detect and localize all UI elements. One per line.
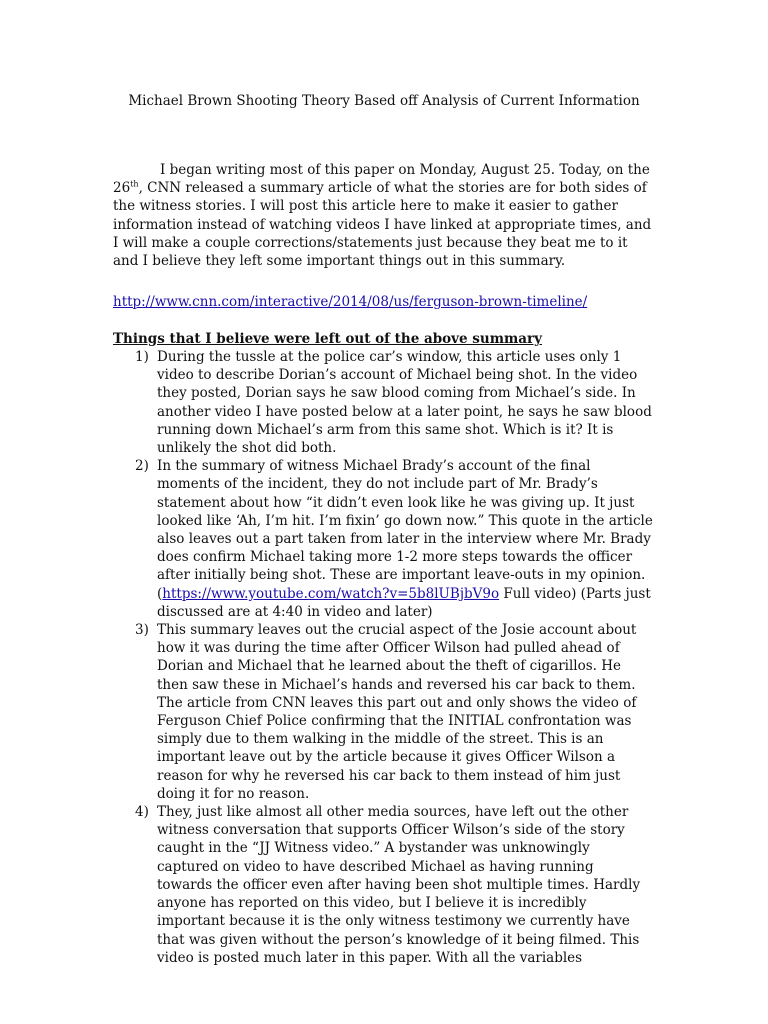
- intro-text-end: , CNN released a summary article of what the stories are for both sides of the witness stories. I will post this article here to make it easier to gather information instead of watching videos I have linked at appropriate times, and I will make a couple corrections/statements just because they beat me to it and I believe they left some important things out in this summary.: [113, 180, 652, 270]
- video-note: Full video) (Parts just discussed are at 4:40 in video and later): [157, 585, 651, 620]
- page-title: Michael Brown Shooting Theory Based off Analysis of Current Information: [128, 93, 640, 109]
- left-out-items-list: [113, 348, 653, 967]
- intro-paragraph: [113, 161, 653, 270]
- list-item: [113, 621, 653, 803]
- youtube-video-link[interactable]: https://www.youtube.com/watch?v=5b8lUBjbV9o: [162, 585, 500, 602]
- list-item-text: They, just like almost all other media sources, have left out the other witness conversation that supports Officer Wilson’s side of the story caught in the “JJ Witness video.” A bystander was unknowingly captured on video to have described Michael as having running towards the officer even after having been shot multiple times. Hardly anyone has reported on this video, but I believe it is incredibly important because it is the only witness testimony we currently have that was given without the person’s knowledge of it being filmed. This video is posted much later in this paper. With all the variables: [157, 804, 641, 966]
- intro-text-start: I began writing most of this paper on Monday, August 25. Today, on the 26: [113, 162, 650, 197]
- cnn-timeline-link[interactable]: http://www.cnn.com/interactive/2014/08/us/ferguson-brown-timeline/: [113, 294, 588, 310]
- list-item: [113, 803, 653, 967]
- list-item-number: 3): [135, 622, 149, 639]
- list-item: [113, 348, 653, 457]
- list-item-text: This summary leaves out the crucial aspect of the Josie account about how it was during the time after Officer Wilson had pulled ahead of Dorian and Michael that he learned about the theft of cigarillos. He then saw these in Michael’s hands and reversed his car back to them. The article from CNN leaves this part out and only shows the video of Ferguson Chief Police confirming that the INITIAL confrontation was simply due to them walking in the middle of the street. This is an important leave out by the article because it gives Officer Wilson a reason for why he reversed his car back to them instead of him just doing it for no reason.: [157, 622, 637, 802]
- ordinal-suffix: th: [130, 179, 139, 189]
- list-item-number: 2): [135, 458, 149, 475]
- cnn-link-line: [113, 293, 653, 311]
- section-heading: Things that I believe were left out of the above summary: [113, 331, 542, 347]
- list-item-text: In the summary of witness Michael Brady’s account of the final moments of the incident, they do not include part of Mr. Brady’s statement about how “it didn’t even look like he was giving up. It just looked like ‘Ah, I’m hit. I’m fixin’ go down now.” This quote in the article also leaves out a part taken from later in the interview where Mr. Brady does confirm Michael taking more 1-2 more steps towards the officer after initially being shot. These are important leave-outs in my opinion.: [157, 458, 653, 584]
- list-item-text: During the tussle at the police car’s window, this article uses only 1 video to describe Dorian’s account of Michael being shot. In the video they posted, Dorian says he saw blood coming from Michael’s side. In another video I have posted below at a later point, he says he saw blood running down Michael’s arm from this same shot. Which is it? It is unlikely the shot did both.: [157, 349, 652, 457]
- list-item-number: 4): [135, 804, 149, 821]
- list-item-number: 1): [135, 349, 149, 365]
- paren-open: (: [157, 585, 163, 602]
- list-item: [113, 457, 653, 621]
